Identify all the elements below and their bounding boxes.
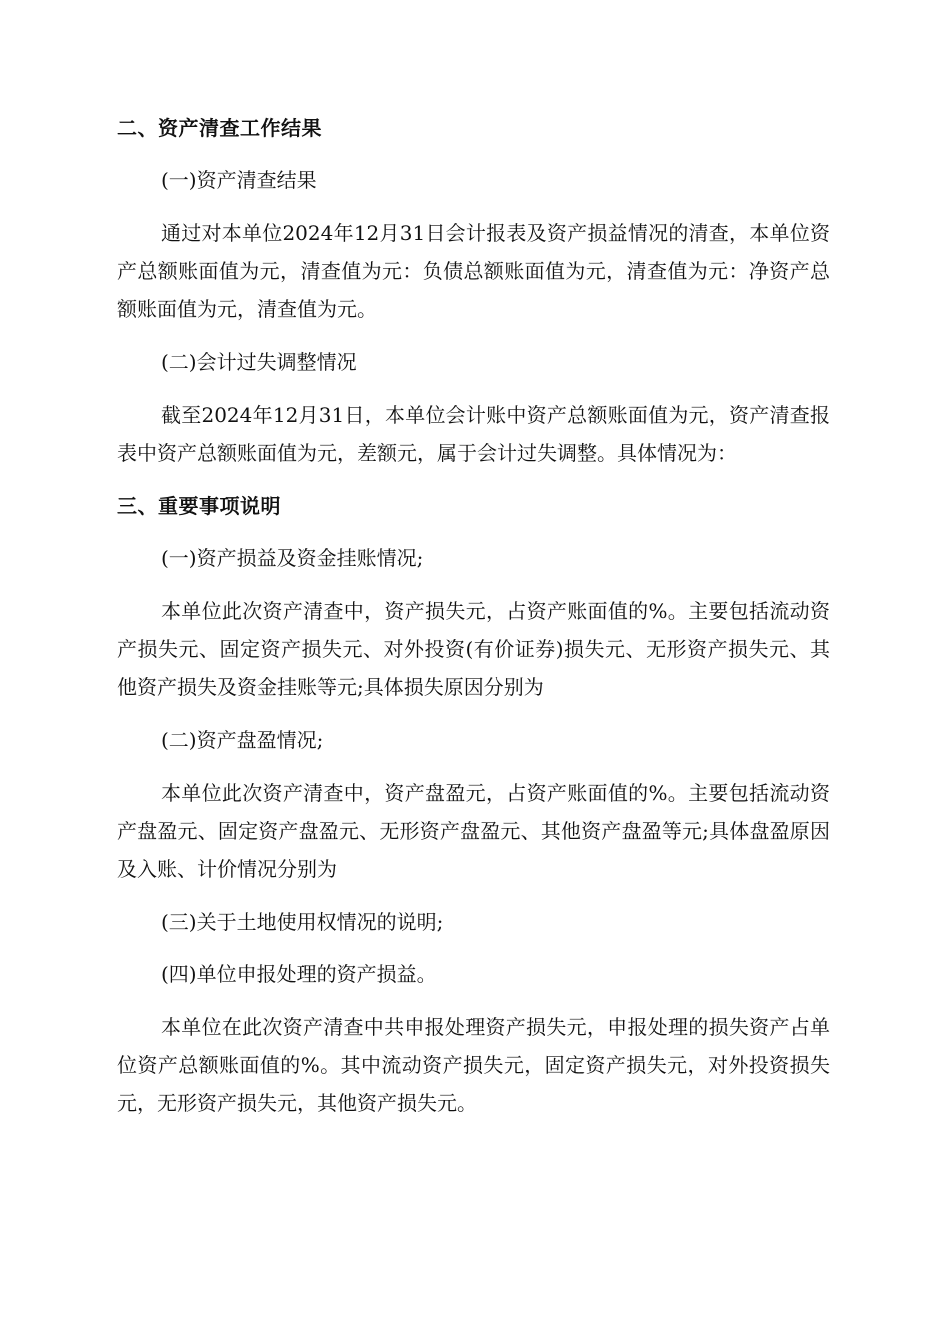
section-3-heading: 三、重要事项说明: [117, 494, 281, 518]
section-3-paragraph-1: 本单位此次资产清查中，资产损失元，占资产账面值的%。主要包括流动资产损失元、固定资产损失元、对外投资(有价证券)损失元、无形资产损失元、其他资产损失及资金挂账等元;具体损失原因分别为: [117, 599, 830, 699]
section-3-subheading-4: (四)单位申报处理的资产损益。: [161, 962, 437, 986]
section-2-paragraph-2: 截至2024年12月31日，本单位会计账中资产总额账面值为元，资产清查报表中资产总额账面值为元，差额元，属于会计过失调整。具体情况为：: [117, 403, 830, 465]
section-2-subheading-2: (二)会计过失调整情况: [161, 350, 357, 374]
section-2-subheading-1: (一)资产清查结果: [161, 168, 317, 192]
section-3-subheading-1: (一)资产损益及资金挂账情况;: [161, 546, 424, 570]
section-3-subheading-2: (二)资产盘盈情况;: [161, 728, 324, 752]
section-2-heading: 二、资产清查工作结果: [117, 116, 322, 140]
section-3-paragraph-3: 本单位在此次资产清查中共申报处理资产损失元，申报处理的损失资产占单位资产总额账面值的%。其中流动资产损失元，固定资产损失元，对外投资损失元，无形资产损失元，其他资产损失元。: [117, 1015, 830, 1115]
section-2-paragraph-1: 通过对本单位2024年12月31日会计报表及资产损益情况的清查，本单位资产总额账面值为元，清查值为元：负债总额账面值为元，清查值为元：净资产总额账面值为元，清查值为元。: [117, 221, 830, 321]
document-page: [117, 110, 830, 1138]
section-3-subheading-3: (三)关于土地使用权情况的说明;: [161, 910, 444, 934]
section-3-paragraph-2: 本单位此次资产清查中，资产盘盈元，占资产账面值的%。主要包括流动资产盘盈元、固定资产盘盈元、无形资产盘盈元、其他资产盘盈等元;具体盘盈原因及入账、计价情况分别为: [117, 781, 830, 881]
